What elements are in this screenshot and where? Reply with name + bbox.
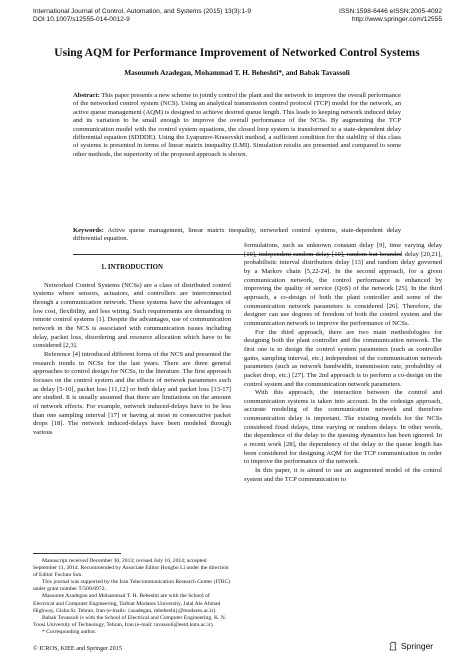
paragraph: For the third approach, there are two main methodologies for designing both the plant controller and the communication network. The first one is to design the control system parameters (such as controller gains, sampling interval, etc.) independent of the communication network parameters (such as network bandwidth, transmission rate, probability of packet drop, etc.) [27]. The 2nd approach is to perform a co-design on the control system and the communication network parameters. (244, 328, 442, 388)
running-header-left (33, 8, 333, 24)
keywords-label: Keywords: (73, 227, 104, 234)
springer-horse-icon (388, 641, 398, 651)
footnote: This journal was supported by the Iran Telecommunication Research Center (ITRC) under grant number T/500/6972. (33, 579, 231, 593)
abstract-text: This paper presents a new scheme to jointly control the plant and the network to improve the overall performance of the networked control system (NCS). Using an analytical transmission control protocol (TCP) model for the network, an active queue management (AQM) is designed to achieve desired queue length. This leads to keeping network induced delay and its variation to be small enough to improve the overall performance of the NCSs. By augmenting the TCP communication model with the control system equations, the closed loop system is transformed to a state-dependent delay differential equation (SDDDE). Using the Lyapunov-Krasovskii method, a sufficient condition for the stability of this class of systems is presented in terms of linear matrix inequality (LMI). Simulation results are presented and compared to some other methods, the superiority of the proposed approach is shown. (73, 92, 401, 158)
section-heading: 1. INTRODUCTION (100, 264, 164, 271)
abstract (73, 92, 401, 159)
footnote: Masoume Azadegan and Mohammad T. H. Beheshti are with the School of Electrical and Computer Engineering, Tarbiat Modares University, Jalal Ale Ahmad Highway, Gisha St. Tehran, Iran (e-mails: {azadegan, mbehesht}@modares.ac.ir). (33, 593, 221, 614)
copyright: © ICROS, KIEE and Springer 2015 (33, 645, 122, 652)
paragraph: Reference [4] introduced different forms of the NCS and presented the research trends in NCSs for the last years. There are three general approaches to control design for NCSs, in the literature. The first approach focuses on the control system and the effects of network parameters such as delay [5-10], packet loss [11,12] or both delay and packet loss [13-17] are studied. It is usually assumed that there are limitations on the amount of network effects. For example, network induced-delays have to be less than one sampling interval [17] or having at most m consecutive packet drops [18]. The network induced-delays have been modeled through various (33, 350, 231, 436)
journal-url[interactable]: http://www.springer.com/12555 (351, 16, 442, 23)
journal-citation: International Journal of Control, Automation, and Systems (2015) 13(3):1-9 (33, 8, 252, 15)
keywords-text: Active queue management, linear matrix inequality, networked control systems, state-dependent delay differential equation. (73, 227, 401, 243)
footnote: Manuscript received December 30, 2013; revised July 16, 2014; accepted September 11, 2014. Recommended by Associate Editor Hongbo Li under the direction of Editor Fuchun Sun. (33, 558, 229, 579)
left-column (33, 264, 231, 437)
paragraph: Networked Control Systems (NCSs) are a class of distributed control systems where sensors, actuators, and controllers are interconnected through a communication network. These systems have the advantages of low cost, flexibility, and less wiring. Such requirements are demanding in remote control systems [1]. Despite the advantages, use of communication network in the NCS is associated with communication issues including delay, packet loss, disordering and resource allocation which have to be considered [2,3]. (33, 281, 231, 350)
abstract-label: Abstract: (73, 92, 100, 99)
footnotes (33, 558, 231, 636)
author-list: Masoumeh Azadegan, Mohammad T. H. Beheshti*, and Babak Tavassoli (124, 68, 350, 77)
right-column (244, 242, 442, 484)
footnote-divider (33, 553, 121, 554)
paragraph: formulations, such as unknown constant delay [9], time varying delay [19], independent random delay [10], random but bounded delay [20,21], probabilistic interval distribution delay [13] and random delay governed by a Markov chain [5,22-24]. In the second approach, for a given communication network, the control performance is enhanced by improving the quality of service (QoS) of the network [25]. In the third approach, a co-design of both the plant controller and some of the communication network parameters is considered [26]. Therefore, the designer can use degrees of freedom of both the control system and the communication network to improve the performance of NCSs. (244, 242, 442, 327)
publisher-name: Springer (401, 641, 434, 651)
issn: ISSN:1598-6446 eISSN:2005-4092 (338, 8, 442, 15)
publisher-logo (388, 641, 433, 651)
paper-title: Using AQM for Performance Improvement of Networked Control Systems (54, 47, 420, 59)
paragraph: In this paper, it is aimed to use an augmented model of the control system and the TCP communication to (244, 467, 442, 483)
footnote: * Corresponding author. (42, 628, 97, 635)
paragraph: With this approach, the interaction between the control and communication systems is taken into account. In the codesign approach, accurate modeling of the communication network and therefore communication delay is important. The existing models for the NCSs considered fixed delays, time varying or random delays. In other words, the dependence of the delay to the queuing dynamics has been ignored. In a recent work [28], the dependency of the delay to the queue length has been considered for designing AQM for the TCP communication in order to improve the performance of the network. (244, 389, 442, 466)
footnote: Babak Tavassoli is with the School of Electrical and Computer Engineering, K. N. Toosi University of Technology, Tehran, Iran (e-mail: tavassoli@eetd.kntu.ac.ir). (33, 614, 227, 628)
doi: DOI 10.1007/s12555-014-0012-9 (33, 16, 130, 23)
running-header-right (292, 8, 442, 24)
